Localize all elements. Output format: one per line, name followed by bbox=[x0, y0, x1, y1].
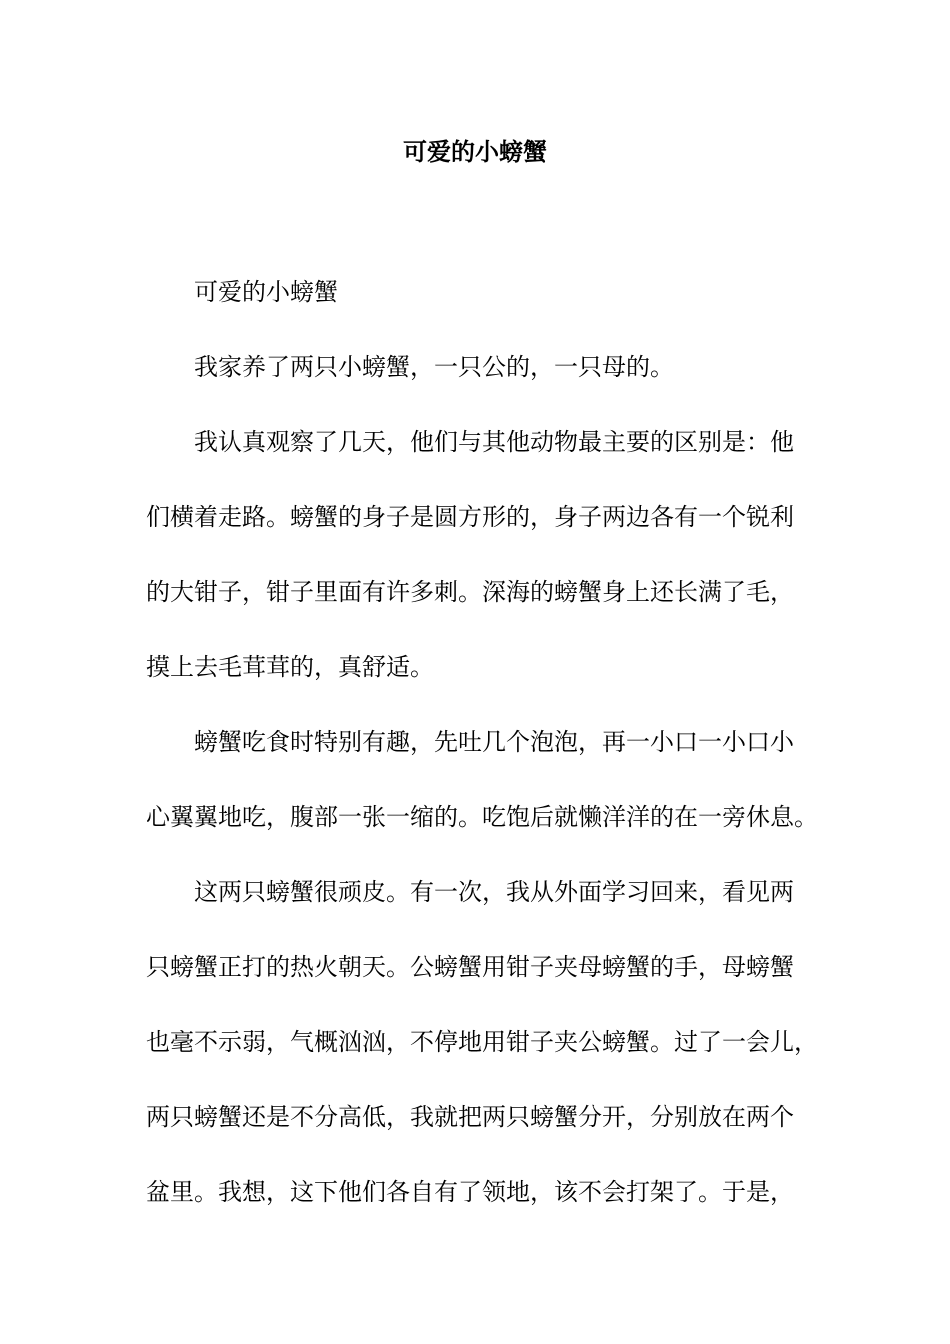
paragraph-line: 盆里。我想，这下他们各自有了领地，该不会打架了。于是， bbox=[146, 1178, 794, 1206]
paragraph-line: 两只螃蟹还是不分高低，我就把两只螃蟹分开，分别放在两个 bbox=[146, 1103, 794, 1131]
paragraph-5 bbox=[146, 855, 826, 1230]
document-body bbox=[146, 255, 826, 1230]
paragraph-line: 这两只螃蟹很顽皮。有一次，我从外面学习回来，看见两 bbox=[194, 878, 794, 906]
paragraph-line: 也毫不示弱，气概汹汹，不停地用钳子夹公螃蟹。过了一会儿， bbox=[146, 1028, 818, 1056]
document-title: 可爱的小螃蟹 bbox=[403, 137, 547, 166]
paragraph-line: 可爱的小螃蟹 bbox=[194, 278, 338, 306]
paragraph-line: 我认真观察了几天，他们与其他动物最主要的区别是：他 bbox=[194, 428, 794, 456]
paragraph-line: 只螃蟹正打的热火朝天。公螃蟹用钳子夹母螃蟹的手，母螃蟹 bbox=[146, 953, 794, 981]
paragraph-line: 们横着走路。螃蟹的身子是圆方形的，身子两边各有一个锐利 bbox=[146, 503, 794, 531]
paragraph-line: 我家养了两只小螃蟹，一只公的，一只母的。 bbox=[194, 353, 674, 381]
paragraph-line: 摸上去毛茸茸的，真舒适。 bbox=[146, 653, 434, 681]
paragraph-line: 的大钳子，钳子里面有许多刺。深海的螃蟹身上还长满了毛， bbox=[146, 578, 794, 606]
paragraph-4 bbox=[146, 705, 826, 855]
paragraph-line: 心翼翼地吃，腹部一张一缩的。吃饱后就懒洋洋的在一旁休息。 bbox=[146, 803, 818, 831]
paragraph-1 bbox=[146, 255, 826, 330]
paragraph-3 bbox=[146, 405, 826, 705]
paragraph-line: 螃蟹吃食时特别有趣，先吐几个泡泡，再一小口一小口小 bbox=[194, 728, 794, 756]
paragraph-2 bbox=[146, 330, 826, 405]
